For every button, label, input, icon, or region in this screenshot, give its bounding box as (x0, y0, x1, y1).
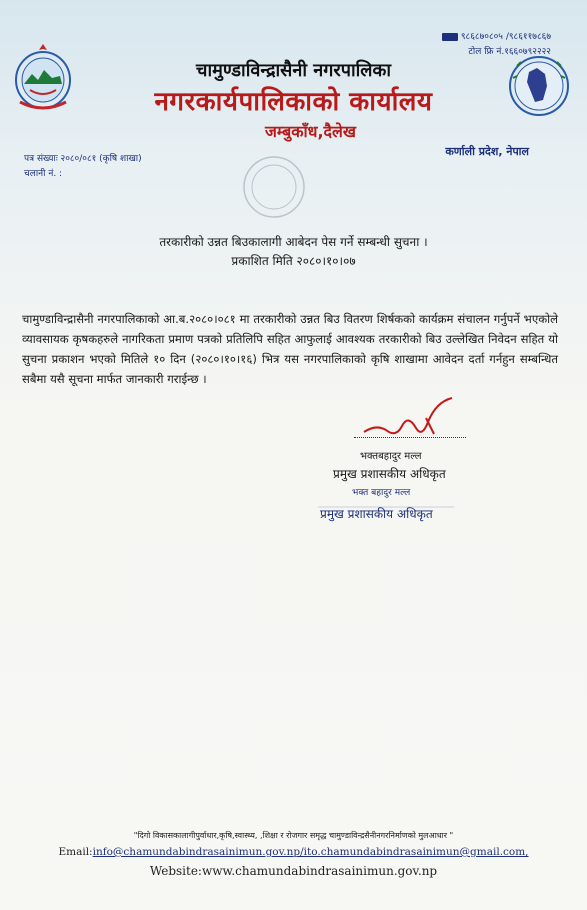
dispatch-number: चलानी नं. : (24, 169, 63, 179)
email-link[interactable]: info@chamundabindrasainimun.gov.np/ito.chamundabindrasainimun@gmail.com, (92, 846, 529, 858)
office-title: नगरकार्यपालिकाको कार्यालय (154, 87, 433, 117)
email-label: Email: (58, 846, 93, 858)
published-date: प्रकाशित मिति २०८०।१०।०७ (231, 254, 356, 268)
office-seal-stamp (230, 152, 318, 222)
notice-body: चामुण्डाविन्द्रासैनी नगरपालिकाको आ.ब.२०८०।०८१ मा तरकारीको उन्नत बिउ वितरण शिर्षकको कार्यक्रम संचालन गर्नुपर्ने भएकोले व्यावसायक कृषकहरुले नागरिकता प्रमाण पत्रको प्रतिलिपि सहित आफुलाई आवश्यक तरकारीको बिउ उल्लेखित निवेदन सहित यो सुचना प्रकाशन भएको मितिले १० दिन (२०८०।१०।१६) भित्र यस नगरपालिकाको कृषि शाखामा आवेदन दर्ता गर्नहुन सम्बन्धित सबैमा यसै सूचना मार्फत जानकारी गराईन्छ । (22, 312, 558, 386)
footer-email (0, 846, 587, 858)
phone-numbers: ९८६८७०८०५ /९८६११७८६७ (442, 29, 551, 42)
municipality-logo-icon (507, 46, 571, 126)
stamp-signatory-name: भक्त बहादुर मल्ल (352, 488, 411, 498)
handwritten-signature (356, 388, 466, 448)
notice-subject: तरकारीको उन्नत बिउकालागी आबेदन पेस गर्ने सम्बन्धी सुचना । (159, 235, 428, 249)
signature-line (354, 437, 466, 438)
toll-free-number: टोल फ्रि नं.१६६०७९२२२२ (468, 47, 551, 57)
phone-icon (442, 33, 458, 41)
signatory-name: भक्तबहादुर मल्ल (360, 451, 422, 462)
signatory-title: प्रमुख प्रशासकीय अधिकृत (333, 467, 446, 481)
municipality-name: चामुण्डाविन्द्रासैनी नगरपालिका (196, 60, 391, 81)
footer-website[interactable]: Website:www.chamundabindrasainimun.gov.np (149, 864, 438, 878)
footer-motto: "दिगो विकासकालागीपुर्वाधार,कृषि,स्वास्थ्य, ,शिक्षा र रोजगार समृद्ध चामुण्डाविन्द्रसैनीनगरनिर्माणको मुलआधार " (133, 831, 454, 840)
stamp-signatory-title: प्रमुख प्रशासकीय अधिकृत (320, 507, 433, 521)
province-label: कर्णाली प्रदेश, नेपाल (445, 145, 529, 158)
letter-number: पत्र संख्याः २०८०/०८१ (कृषि शाखा) (24, 154, 142, 164)
office-location: जम्बुकाँध,दैलेख (265, 122, 356, 141)
